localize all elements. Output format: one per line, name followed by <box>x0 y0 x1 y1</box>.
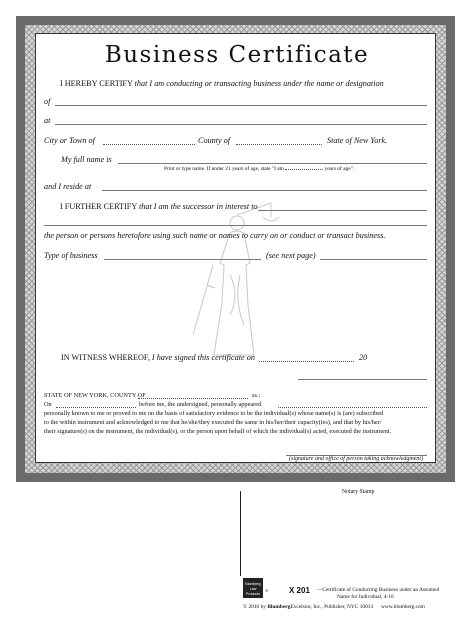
copyright-brand: Blumberg <box>267 604 291 610</box>
further-certify-rest: that I am the successor in interest to <box>139 202 258 211</box>
county-label: County of <box>198 136 231 145</box>
full-name-label: My full name is <box>61 155 112 164</box>
ack-line-2: to the within instrument and acknowledged to me that he/she/they executed the same in his/her/their capacity(ies), and that by his/her/ <box>44 419 382 426</box>
reside-label: and I reside at <box>44 182 92 191</box>
form-description-2: Name for Individual, 4-10 <box>337 594 394 600</box>
signature-caption: (signature and office of person taking acknowledgment) <box>289 456 424 462</box>
year-prefix: 20 <box>359 353 368 362</box>
residence-field[interactable] <box>102 190 427 191</box>
website-link[interactable]: www.blumberg.com <box>381 604 425 610</box>
registered-mark: ® <box>265 588 269 593</box>
county-field[interactable] <box>236 144 322 145</box>
blumberg-logo <box>243 578 263 598</box>
notary-stamp-divider <box>240 491 242 576</box>
full-name-field[interactable] <box>118 163 427 164</box>
type-of-business-field-2[interactable] <box>320 259 427 260</box>
ack-date-field[interactable] <box>56 407 136 408</box>
logo-line-2: Law Products <box>245 587 261 596</box>
logo-line-1: Blumberg <box>245 582 261 586</box>
type-of-business-field[interactable] <box>104 259 261 260</box>
further-certify-line <box>60 202 258 212</box>
copyright-line <box>243 604 373 610</box>
witness-line <box>61 353 255 363</box>
copyright-rest: Excelsior, Inc., Publisher, NYC 10013 <box>290 604 374 610</box>
certify-lead: I HEREBY CERTIFY <box>60 79 133 88</box>
before-me-text: before me, the undersigned, personally appeared <box>139 401 262 408</box>
city-field[interactable] <box>103 144 195 145</box>
ack-line-1: personally known to me or proved to me on the basis of satisfactory evidence to be the individual(s) whose name(s) is (are) subscribed <box>44 410 384 417</box>
further-certify-lead: I FURTHER CERTIFY <box>60 202 137 211</box>
certify-rest: that I am conducting or transacting business under the name or designation <box>134 79 384 88</box>
appeared-name-field[interactable] <box>278 407 427 408</box>
witness-rest: I have signed this certificate on <box>151 353 255 362</box>
print-hint <box>164 166 354 172</box>
ack-county-field[interactable] <box>138 398 248 399</box>
print-hint-text: Print or type name. If under 21 years of age, state "I am <box>164 166 284 172</box>
on-label: On <box>44 401 52 408</box>
witness-lead: IN WITNESS WHEREOF, <box>61 353 150 362</box>
ss-label: ss.: <box>252 392 261 399</box>
witness-date-field[interactable] <box>259 361 354 362</box>
city-label: City or Town of <box>44 136 95 145</box>
form-description-1: —Certificate of Conducting Business under an Assumed <box>317 587 440 593</box>
of-label: of <box>44 97 51 106</box>
state-county-label: STATE OF NEW YORK, COUNTY OF <box>44 392 146 399</box>
age-field[interactable] <box>285 169 323 170</box>
at-label: at <box>44 116 51 125</box>
state-label: State of New York. <box>327 136 388 145</box>
see-next-page: (see next page) <box>266 251 316 260</box>
business-name-field[interactable] <box>55 105 427 106</box>
successor-field-1[interactable] <box>258 210 427 211</box>
type-of-business-label: Type of business <box>44 251 98 260</box>
copyright-prefix: © 2010 by <box>243 604 268 610</box>
form-number: X 201 <box>289 586 310 595</box>
certificate-title: Business Certificate <box>104 42 370 68</box>
heretofore-line: the person or persons heretofore using such name or names to carry on or conduct or transact business. <box>44 231 386 240</box>
successor-field-2[interactable] <box>44 225 427 226</box>
business-address-field[interactable] <box>55 124 427 125</box>
notary-stamp-label: Notary Stamp <box>342 489 375 495</box>
print-hint-end: years of age". <box>324 166 355 172</box>
ack-line-3: their signature(s) on the instrument, the individual(s), or the person upon behalf of which the individual(s) acted, executed the instrument. <box>44 428 392 435</box>
signature-field[interactable] <box>298 379 427 380</box>
lady-justice-watermark <box>185 195 285 365</box>
certify-line <box>60 79 384 89</box>
